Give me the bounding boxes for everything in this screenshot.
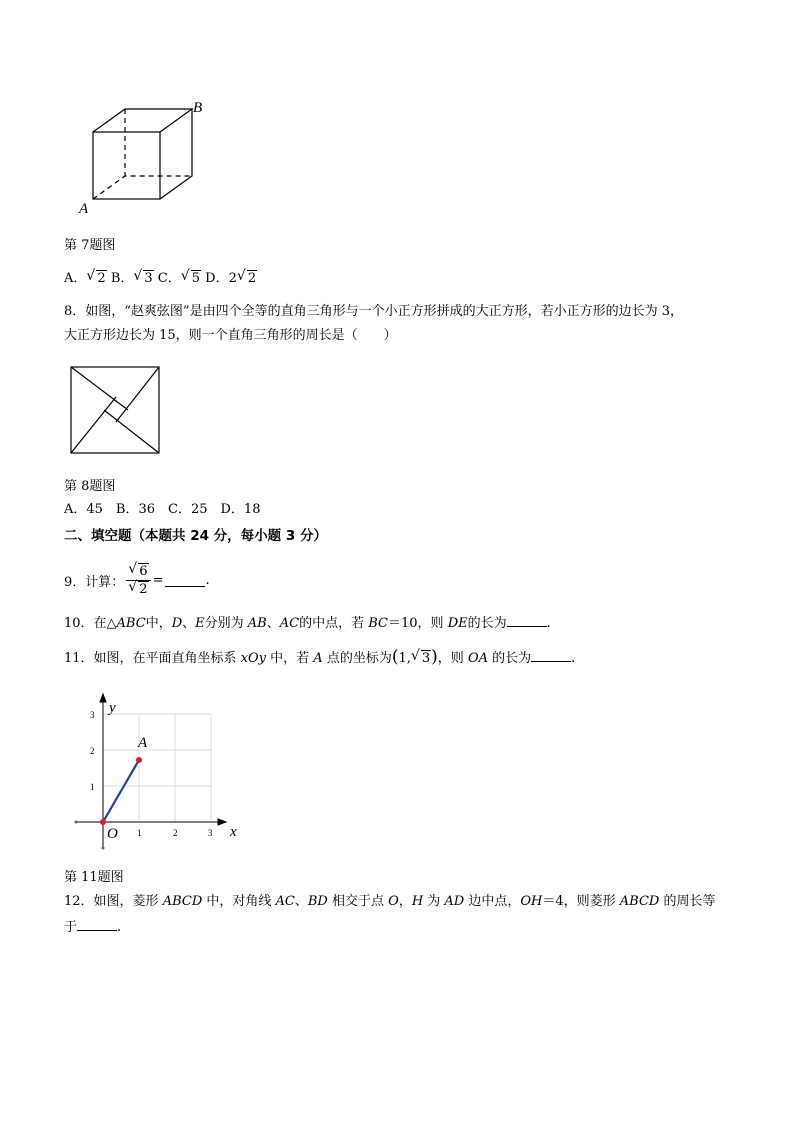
q7-option-a-value: 2: [97, 271, 106, 286]
x-axis-arrow-icon: [218, 819, 226, 825]
q7-option-a-label: A．: [64, 271, 87, 286]
q12-line-1: [64, 892, 715, 912]
q10-text: 中，: [145, 616, 172, 631]
q8-line-2: 大正方形边长为 15，则一个直角三角形的周长是（ ）: [64, 328, 397, 343]
grid: [103, 714, 211, 822]
q9-prefix: 9．计算：: [64, 574, 125, 590]
q10-abc: ABC: [116, 616, 146, 631]
y-tick-1: 1: [90, 782, 95, 792]
triangle-hypotenuse-1: [71, 367, 128, 410]
sqrt-icon: √ 3: [133, 268, 153, 286]
q11-text: ，则: [437, 651, 468, 666]
q12-h: H: [411, 894, 424, 909]
point-o: [100, 819, 106, 825]
q8-options: A．45 B．36 C．25 D．18: [64, 502, 261, 517]
y-axis-arrow-icon: [100, 694, 106, 702]
q12-text: ＝4，则菱形: [542, 894, 620, 909]
sqrt-icon: √ 3: [410, 648, 431, 666]
q11-text: 11．如图，在平面直角坐标系: [64, 651, 241, 666]
q10-text: 分别为: [204, 616, 248, 631]
q11: [64, 647, 575, 669]
q8-line-1: 8．如图，“赵爽弦图”是由四个全等的直角三角形与一个小正方形拼成的大正方形，若小正方形的边长为 3，: [64, 304, 683, 319]
q12-abcd: ABCD: [162, 894, 203, 909]
x-axis-tail-dot: [75, 821, 78, 824]
q10-text: 的中点，若: [299, 616, 369, 631]
sqrt-icon: √ 2: [128, 578, 148, 597]
q12-text: 边中点，: [464, 894, 521, 909]
q12-text: 的周长等: [659, 894, 716, 909]
q7-options: [64, 269, 257, 289]
origin-label: O: [107, 826, 118, 842]
q7-option-c-label: C．: [157, 271, 181, 286]
x-tick-2: 2: [173, 828, 178, 838]
q12-text: 、: [294, 894, 308, 909]
q7-option-d-value: 2: [247, 271, 257, 286]
q9-equals: =: [152, 572, 164, 588]
cube-front-face: [93, 132, 160, 199]
q9: [64, 560, 210, 600]
q11-coord-x: 1,: [398, 651, 411, 666]
q12-oh: OH: [520, 894, 543, 909]
q11-xoy: xOy: [240, 651, 267, 666]
q11-text: 点的坐标为: [322, 651, 392, 666]
point-a: [136, 757, 142, 763]
q12-o: O: [388, 894, 399, 909]
q10-text: 、: [182, 616, 196, 631]
y-tick-2: 2: [90, 746, 95, 756]
sqrt-icon: √ 5: [180, 268, 201, 286]
q12-text: 于: [64, 920, 78, 935]
q10: [64, 614, 551, 634]
q11-a: A: [313, 651, 323, 666]
q12-text: 12．如图，菱形: [64, 894, 163, 909]
q7-option-b-label: B．: [110, 271, 134, 286]
q12-text: 相交于点: [327, 894, 389, 909]
q11-answer-blank[interactable]: [531, 649, 571, 662]
q12-ac: AC: [275, 894, 295, 909]
q12-answer-blank[interactable]: [77, 918, 117, 931]
q12-ad: AD: [444, 894, 465, 909]
fig8-caption: 第 8题图: [64, 479, 116, 494]
triangle-hypotenuse-2: [116, 367, 159, 422]
q9-answer-blank[interactable]: [165, 574, 205, 587]
figure-7-cube: [70, 92, 220, 222]
triangle-hypotenuse-4: [71, 397, 116, 453]
q12-text: 为: [423, 894, 445, 909]
sqrt-icon: √ 6: [128, 560, 148, 579]
cube-top-face: [93, 109, 192, 132]
q7-option-c-value: 5: [191, 271, 201, 286]
q10-bc: BC: [368, 616, 388, 631]
figure-11-coordinate-plane: [68, 688, 254, 862]
big-square: [71, 367, 159, 453]
q11-oa: OA: [467, 651, 488, 666]
q9-fraction: [126, 560, 150, 597]
q7-option-d-label: D．: [205, 271, 229, 286]
x-tick-1: 1: [137, 828, 142, 838]
q10-d: D: [171, 616, 183, 631]
q12-end: .: [117, 920, 122, 935]
y-tick-3: 3: [90, 710, 95, 720]
q9-numerator: 6: [139, 563, 148, 579]
q10-e: E: [195, 616, 205, 631]
fig11-caption: 第 11题图: [64, 870, 124, 885]
y-axis-label: y: [109, 700, 116, 716]
q11-coord-close: ): [431, 647, 438, 667]
q10-answer-blank[interactable]: [507, 614, 547, 627]
q12-text: 中，对角线: [202, 894, 276, 909]
q9-denominator: 2: [139, 581, 148, 597]
q12-bd: BD: [307, 894, 328, 909]
cube-label-b: B: [193, 100, 203, 116]
q11-coord-open: (: [391, 647, 399, 667]
q10-de: DE: [447, 616, 468, 631]
q10-end: .: [546, 616, 551, 631]
q12-line-2: [64, 918, 121, 938]
q10-text: 10．在△: [64, 616, 117, 631]
q7-option-b-value: 3: [144, 271, 153, 286]
x-tick-3: 3: [208, 828, 213, 838]
q10-ab: AB: [247, 616, 267, 631]
triangle-hypotenuse-3: [104, 410, 159, 453]
q12-text: ，: [398, 894, 412, 909]
cube-right-edges: [160, 109, 192, 199]
q10-ac: AC: [279, 616, 300, 631]
q7-option-d-coef: 2: [228, 271, 237, 286]
y-axis-tail-dot: [102, 847, 105, 850]
q11-end: .: [571, 651, 576, 666]
q11-coord-root: 3: [421, 651, 431, 666]
q10-text: 的长为: [467, 616, 507, 631]
q10-text: ＝10，则: [388, 616, 448, 631]
cube-hidden-edges: [93, 176, 192, 199]
sqrt-icon: √ 2: [86, 268, 106, 286]
q9-end: .: [205, 572, 210, 588]
segment-oa: [103, 760, 139, 822]
q10-text: 、: [266, 616, 280, 631]
fig7-caption: 第 7题图: [64, 238, 116, 253]
section-2-title: 二、填空题（本题共 24 分，每小题 3 分）: [64, 528, 327, 544]
cube-label-a: A: [79, 201, 89, 217]
q12-abcd: ABCD: [619, 894, 660, 909]
point-a-label: A: [138, 735, 148, 751]
sqrt-icon: √ 2: [236, 268, 257, 286]
q11-text: 中，若: [266, 651, 314, 666]
x-axis-label: x: [230, 824, 237, 840]
figure-8-zhao-shuang-diagram: [70, 366, 162, 456]
q11-text: 的长为: [487, 651, 532, 666]
